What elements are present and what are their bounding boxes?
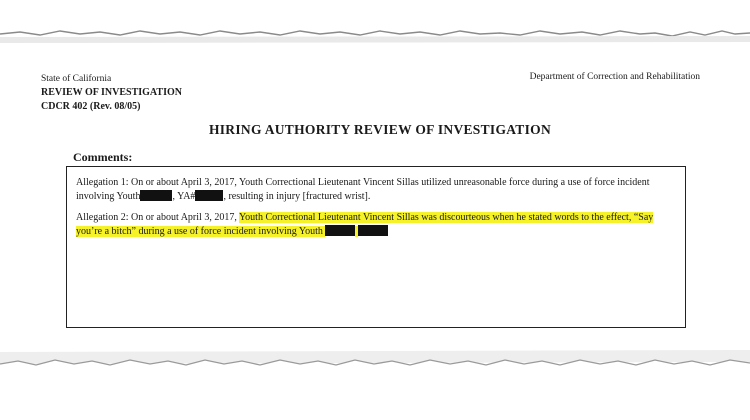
redaction-block xyxy=(358,225,388,236)
department-label: Department of Correction and Rehabilitation xyxy=(529,72,700,82)
allegation-1-ya-label: , YA# xyxy=(172,190,196,202)
allegation-2 xyxy=(76,212,678,238)
page-title: HIRING AUTHORITY REVIEW OF INVESTIGATION xyxy=(208,122,552,137)
form-header-left xyxy=(41,72,182,114)
comments-label: Comments: xyxy=(73,150,133,164)
form-code: CDCR 402 (Rev. 08/05) xyxy=(41,101,141,112)
allegation-1-end: , resulting in injury [fractured wrist]. xyxy=(223,190,371,202)
torn-paper-bottom-edge xyxy=(0,348,750,420)
redaction-block xyxy=(140,190,172,201)
state-label: State of California xyxy=(41,74,112,84)
redaction-block xyxy=(195,190,223,201)
allegation-1 xyxy=(76,177,678,203)
redaction-block xyxy=(325,225,355,236)
comments-box xyxy=(66,166,686,328)
allegation-2-intro: Allegation 2: On or about April 3, 2017, xyxy=(76,212,239,223)
form-name: REVIEW OF INVESTIGATION xyxy=(41,87,182,98)
allegation-1-text: Allegation 1: On or about April 3, 2017, Youth Correctional Lieutenant Vincent Sillas utilized unreasonable force during a use of force incident involving Youth xyxy=(76,177,650,202)
allegation-2-highlighted-text: Youth Correctional Lieutenant Vincent Sillas was discourteous when he stated words to the effect, “Say you’re a bitch” during a use of force incident involving Youth xyxy=(76,212,654,237)
